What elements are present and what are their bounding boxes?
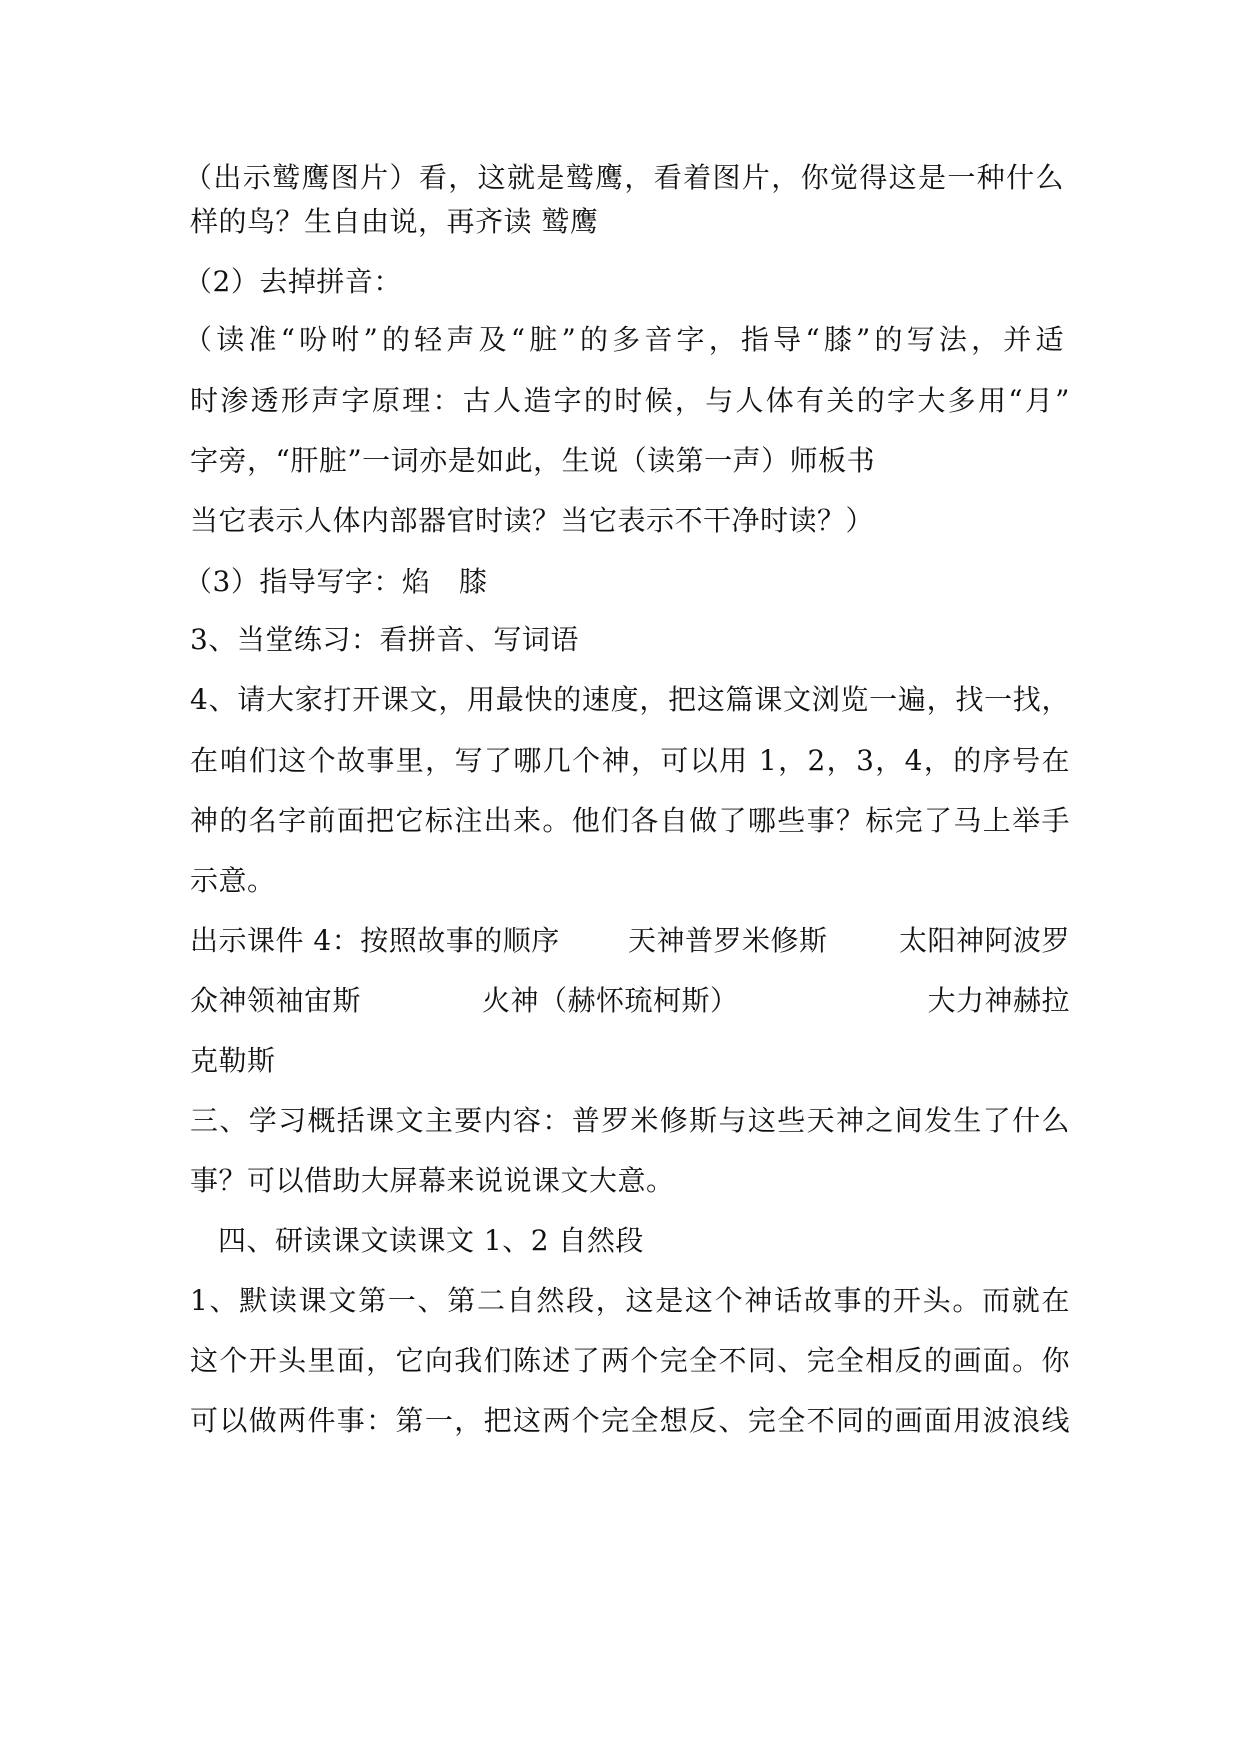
text-line: 在咱们这个故事里，写了哪几个神，可以用 1，2，3，4，的序号在: [190, 744, 1070, 777]
text-line: 3、当堂练习：看拼音、写词语: [190, 623, 579, 656]
text-line: 当它表示人体内部器官时读？当它表示不干净时读？）: [190, 504, 875, 537]
text-line: （3）指导写字：焰 膝: [184, 565, 488, 598]
text-line: 这个开头里面，它向我们陈述了两个完全不同、完全相反的画面。你: [190, 1344, 1070, 1377]
text-line: （出示鹫鹰图片）看，这就是鹫鹰，看着图片，你觉得这是一种什么: [184, 161, 1064, 194]
text-line: 三、学习概括课文主要内容：普罗米修斯与这些天神之间发生了什么: [190, 1104, 1070, 1137]
section-heading: 四、研读课文读课文 1、2 自然段: [218, 1224, 644, 1257]
text-line: （2）去掉拼音：: [184, 265, 402, 298]
text-line: 可以做两件事：第一，把这两个完全想反、完全不同的画面用波浪线: [190, 1404, 1070, 1437]
text-line: 4、请大家打开课文，用最快的速度，把这篇课文浏览一遍，找一找，: [190, 683, 1070, 716]
courseware-line: [190, 921, 1070, 961]
gods-line: [190, 981, 1070, 1021]
text-line: 示意。: [190, 864, 276, 897]
god-name: 大力神赫拉: [927, 984, 1070, 1017]
text-line: （读准“吩咐”的轻声及“脏”的多音字，指导“膝”的写法，并适: [184, 323, 1064, 356]
courseware-label: 出示课件 4：按照故事的顺序: [190, 924, 560, 957]
text-line: 字旁，“肝脏”一词亦是如此，生说（读第一声）师板书: [190, 444, 876, 477]
god-name: 天神普罗米修斯: [628, 924, 828, 957]
text-line: 时渗透形声字原理：古人造字的时候，与人体有关的字大多用“月”: [190, 384, 1070, 417]
text-line: 1、默读课文第一、第二自然段，这是这个神话故事的开头。而就在: [190, 1284, 1070, 1317]
text-line: 克勒斯: [190, 1044, 276, 1077]
god-name: 众神领袖宙斯: [190, 984, 362, 1017]
god-name: 火神（赫怀琉柯斯）: [482, 984, 739, 1017]
text-line: 样的鸟？生自由说，再齐读 鹫鹰: [190, 205, 599, 238]
text-line: 神的名字前面把它标注出来。他们各自做了哪些事？标完了马上举手: [190, 804, 1070, 837]
god-name: 太阳神阿波罗: [898, 924, 1070, 957]
text-line: 事？可以借助大屏幕来说说课文大意。: [190, 1164, 675, 1197]
